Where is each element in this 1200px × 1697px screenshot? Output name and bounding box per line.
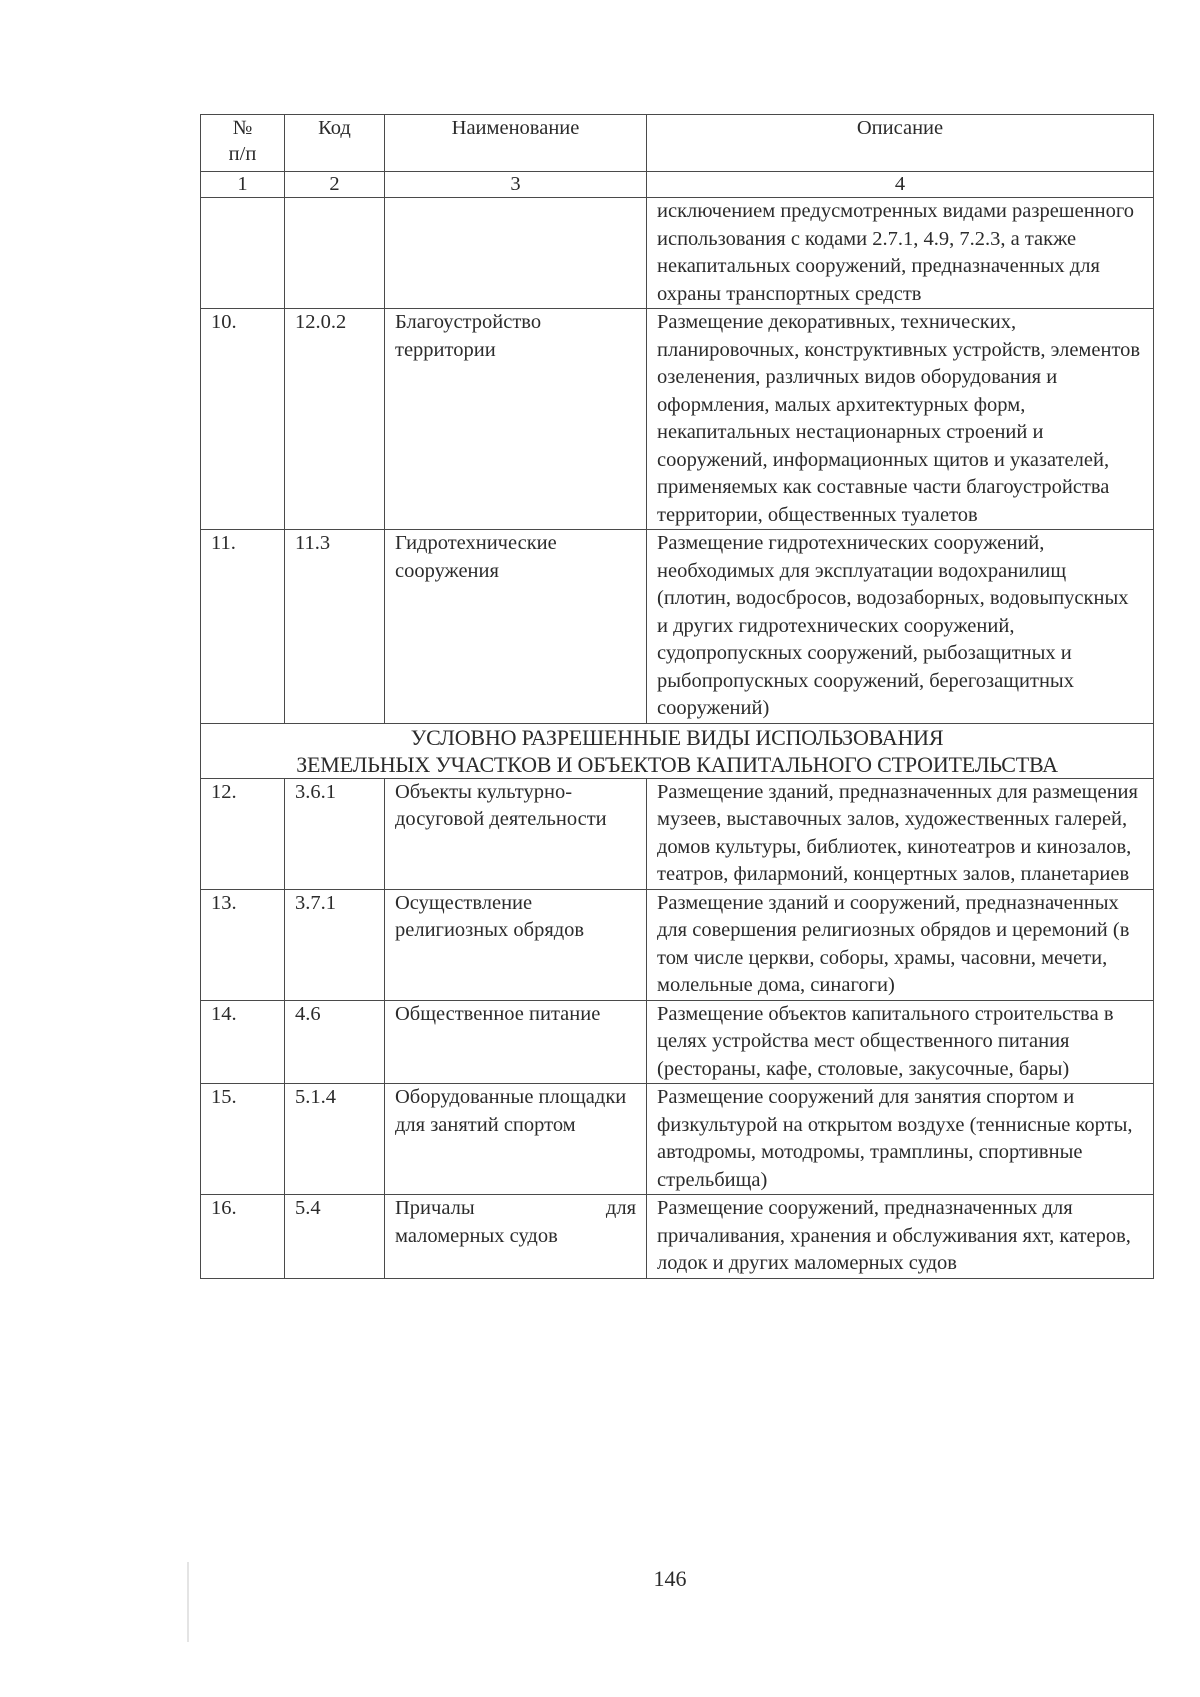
row-name-line: маломерных судов [395, 1224, 558, 1247]
row-num: 10. [201, 309, 285, 530]
table-header-row [201, 115, 1154, 172]
table-row [201, 1084, 1154, 1195]
row-code: 5.4 [285, 1195, 385, 1279]
table-row [201, 1000, 1154, 1084]
header-num: № п/п [201, 115, 285, 172]
column-index: 3 [385, 172, 647, 198]
row-num: 15. [201, 1084, 285, 1195]
table-row [201, 198, 1154, 309]
section-heading [201, 723, 1154, 778]
row-desc: Размещение объектов капитального строительства в целях устройства мест общественного питания (рестораны, кафе, столовые, закусочные, бары) [647, 1000, 1154, 1084]
row-code: 3.6.1 [285, 778, 385, 889]
table-row [201, 889, 1154, 1000]
page-number: 146 [653, 1566, 687, 1591]
row-desc: Размещение гидротехнических сооружений, необходимых для эксплуатации водохранилищ (плотин, водосбросов, водозаборных, водовыпускных и других гидротехнических сооружений, судопропускных сооружений, рыбозащитных и рыбопропускных сооружений, берегозащитных сооружений) [647, 530, 1154, 724]
row-num: 13. [201, 889, 285, 1000]
row-name-line [395, 1195, 636, 1223]
row-num: 14. [201, 1000, 285, 1084]
section-heading-row [201, 723, 1154, 778]
table-row [201, 530, 1154, 724]
row-name-word: для [605, 1197, 636, 1219]
column-index: 4 [647, 172, 1154, 198]
row-desc: Размещение сооружений для занятия спортом и физкультурой на открытом воздухе (теннисные корты, автодромы, мотодромы, трамплины, спортивные стрельбища) [647, 1084, 1154, 1195]
column-index-row [201, 172, 1154, 198]
row-desc: Размещение зданий и сооружений, предназначенных для совершения религиозных обрядов и церемоний (в том числе церкви, соборы, храмы, часовни, мечети, молельные дома, синагоги) [647, 889, 1154, 1000]
row-num [201, 198, 285, 309]
header-desc: Описание [647, 115, 1154, 172]
row-name: Благоустройство территории [385, 309, 647, 530]
row-num: 11. [201, 530, 285, 724]
row-name: Объекты культурно-досуговой деятельности [385, 778, 647, 889]
row-desc: Размещение зданий, предназначенных для размещения музеев, выставочных залов, художественных галерей, домов культуры, библиотек, кинотеатров и кинозалов, театров, филармоний, концертных залов, планетариев [647, 778, 1154, 889]
row-name [385, 198, 647, 309]
row-desc: Размещение сооружений, предназначенных для причаливания, хранения и обслуживания яхт, катеров, лодок и других маломерных судов [647, 1195, 1154, 1279]
column-index: 2 [285, 172, 385, 198]
table-row [201, 309, 1154, 530]
row-name: Гидротехнические сооружения [385, 530, 647, 724]
row-name: Общественное питание [385, 1000, 647, 1084]
row-code [285, 198, 385, 309]
row-name-word: Причалы [395, 1197, 475, 1219]
row-code: 3.7.1 [285, 889, 385, 1000]
row-code: 5.1.4 [285, 1084, 385, 1195]
row-code: 4.6 [285, 1000, 385, 1084]
row-code: 11.3 [285, 530, 385, 724]
row-name: Оборудованные площадки для занятий спортом [385, 1084, 647, 1195]
row-num: 12. [201, 778, 285, 889]
table-row [201, 778, 1154, 889]
column-index: 1 [201, 172, 285, 198]
row-name: Осуществление религиозных обрядов [385, 889, 647, 1000]
table-row [201, 1195, 1154, 1279]
section-heading-line: УСЛОВНО РАЗРЕШЕННЫЕ ВИДЫ ИСПОЛЬЗОВАНИЯ [410, 724, 944, 750]
land-use-table [200, 114, 1154, 1279]
row-num: 16. [201, 1195, 285, 1279]
row-desc: Размещение декоративных, технических, планировочных, конструктивных устройств, элементов озеленения, различных видов оборудования и оформления, малых архитектурных форм, некапитальных нестационарных строений и сооружений, информационных щитов и указателей, применяемых как составные части благоустройства территории, общественных туалетов [647, 309, 1154, 530]
row-code: 12.0.2 [285, 309, 385, 530]
header-code: Код [285, 115, 385, 172]
row-desc: исключением предусмотренных видами разрешенного использования с кодами 2.7.1, 4.9, 7.2.3, а также некапитальных сооружений, предназначенных для охраны транспортных средств [647, 198, 1154, 309]
section-heading-line: ЗЕМЕЛЬНЫХ УЧАСТКОВ И ОБЪЕКТОВ КАПИТАЛЬНОГО СТРОИТЕЛЬСТВА [296, 751, 1058, 777]
header-name: Наименование [385, 115, 647, 172]
row-name [385, 1195, 647, 1279]
